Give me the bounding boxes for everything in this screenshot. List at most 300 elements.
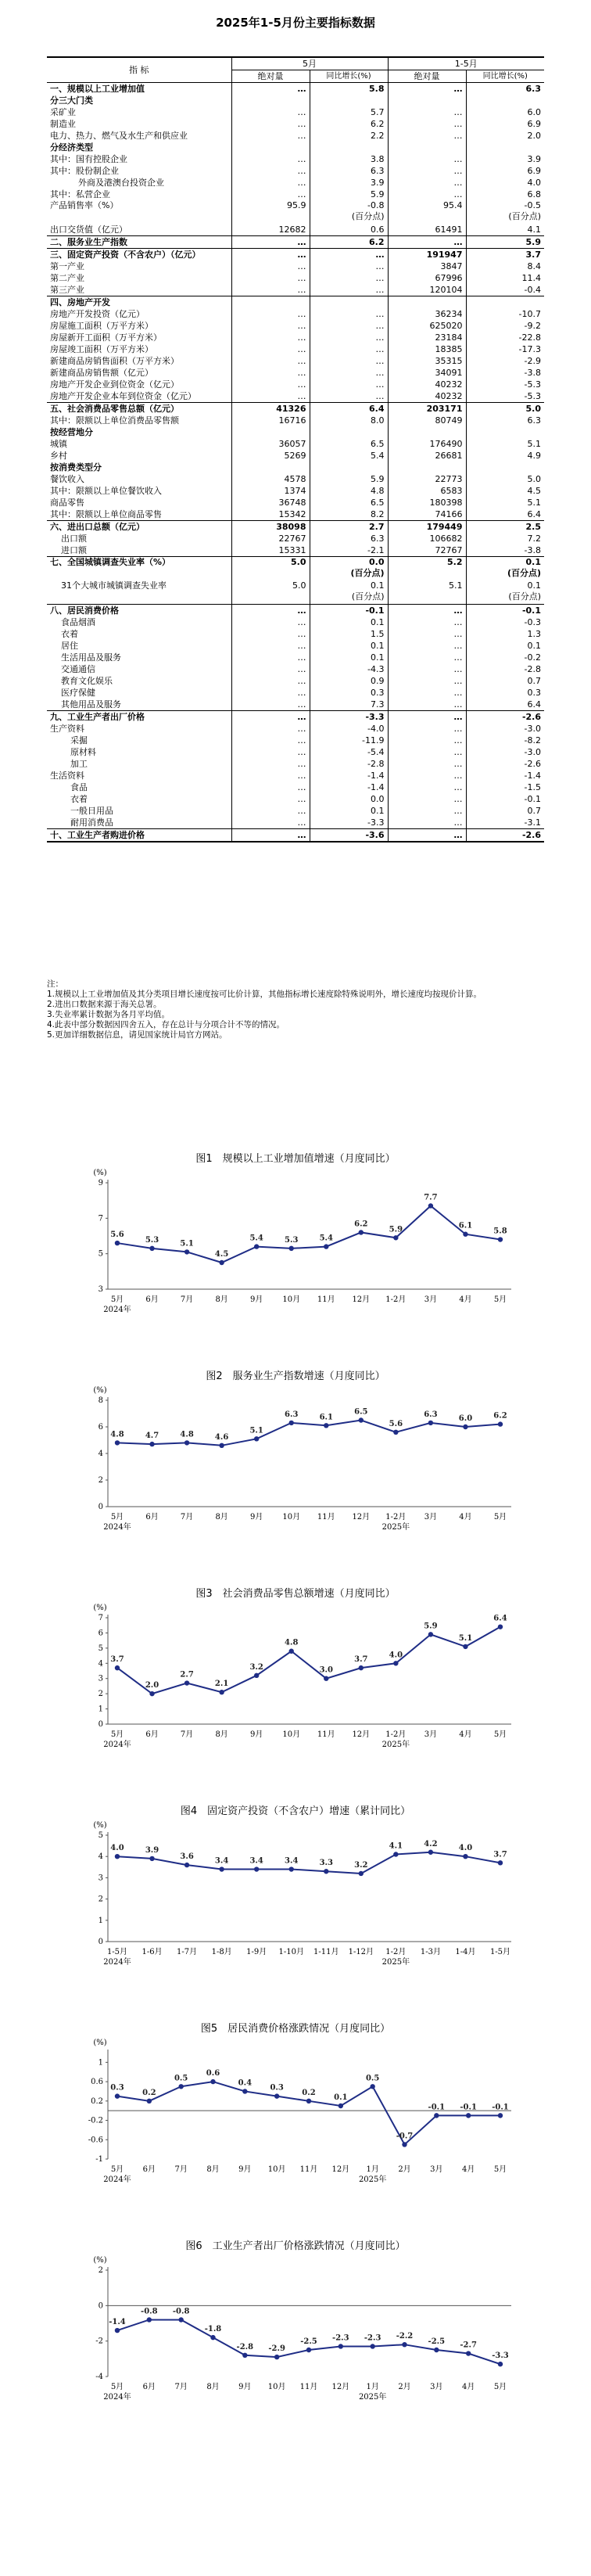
cell-abs-ytd: … [388,817,466,829]
year-label: 2024年 [103,1958,131,1967]
data-label: 5.3 [145,1235,159,1245]
cell-abs-may: … [231,770,310,781]
cell-abs-ytd: 18385 [388,343,466,355]
cell-yoy-may: 6.4 [310,403,388,415]
table-row [47,95,544,106]
data-label: -0.1 [428,2103,446,2112]
table-row [47,177,544,189]
x-tick-label: 4月 [459,1730,472,1739]
data-label: 5.1 [249,1426,263,1435]
chart-6 [0,2237,591,2433]
data-label: 5.8 [493,1227,507,1236]
unit-note: (百分点) [508,211,541,221]
x-tick-label: 6月 [145,1730,159,1739]
cell-abs-may: … [231,675,310,687]
x-tick-label: 6月 [142,2165,156,2174]
y-tick-label: 6 [98,1629,103,1638]
x-tick-label: 8月 [206,2383,220,2391]
cell-abs-ytd: 176490 [388,438,466,450]
y-tick-label: 0.2 [91,2096,103,2106]
axis-unit: (%) [93,2256,107,2265]
cell-abs-may: … [231,735,310,746]
year-label: 2025年 [358,2393,387,2402]
data-point [393,1852,398,1856]
x-tick-label: 6月 [142,2383,156,2391]
row-label: 进口额 [61,545,87,555]
row-label: 其中：限额以上单位餐饮收入 [50,486,162,496]
cell-abs-ytd: 5.1 [388,580,466,605]
cell-abs-ytd: … [388,118,466,130]
row-label: 房屋新开工面积（万平方米） [50,332,162,343]
data-point [289,1866,294,1871]
x-tick-label: 5月 [110,1295,124,1304]
cell-abs-may: 16716 [231,415,310,426]
data-point [274,2355,279,2359]
cell-yoy-may: 5.8 [310,83,388,95]
cell-yoy-ytd [466,95,544,106]
chart-svg [0,1802,591,1998]
data-point [359,1665,364,1670]
row-label: 五、社会消费品零售总额（亿元） [47,403,231,415]
y-tick-label: 0 [98,1938,103,1946]
data-label: 7.7 [424,1193,438,1202]
cell-abs-may: … [231,189,310,200]
cell-abs-ytd [388,296,466,309]
table-row [47,332,544,343]
cell-abs-may: … [231,829,310,842]
cell-yoy-ytd: -0.5 (百分点) [466,200,544,224]
cell-yoy-ytd: 11.4 [466,272,544,284]
data-label: 5.1 [180,1239,194,1248]
cell-abs-may: … [231,805,310,817]
x-tick-label: 10月 [282,1730,301,1739]
data-point [115,2093,120,2098]
year-label: 2025年 [381,1741,410,1749]
x-tick-label: 1-6月 [141,1948,163,1956]
x-tick-label: 1月 [366,2383,379,2391]
x-tick-label: 1-5月 [489,1948,511,1956]
series-line [117,1205,500,1263]
table-row [47,699,544,711]
cell-yoy-may: 0.1 (百分点) [310,580,388,605]
data-point [498,1624,503,1629]
x-tick-label: 1-8月 [211,1948,232,1956]
data-point [463,1854,467,1859]
data-point [463,1425,467,1429]
data-label: 2.1 [214,1680,229,1689]
row-label: 生活资料 [50,771,84,781]
chart-svg [0,2020,591,2215]
table-row [47,628,544,640]
cell-yoy-ytd: 5.0 [466,403,544,415]
x-tick-label: 10月 [282,1295,301,1304]
x-tick-label: 7月 [180,1513,194,1522]
data-label: 3.7 [110,1655,124,1665]
cell-abs-may: … [231,320,310,332]
row-label: 按经营地分 [50,427,93,437]
row-label: 房屋竣工面积（万平方米） [50,344,153,354]
cell-yoy-ytd: -3.1 [466,817,544,829]
chart-title: 图2 服务业生产指数增速（月度同比） [206,1371,385,1382]
data-label: 4.1 [389,1841,403,1851]
table-row [47,272,544,284]
row-label: 商品零售 [50,498,84,508]
x-tick-label: 11月 [317,1513,335,1522]
data-point [254,1436,259,1441]
data-label: 2.0 [145,1681,159,1690]
data-point [178,2084,183,2089]
cell-abs-ytd: … [388,130,466,142]
data-point [498,1237,503,1241]
data-point [184,1680,189,1685]
data-point [210,2335,215,2340]
cell-abs-ytd: … [388,781,466,793]
data-point [254,1866,259,1871]
data-point [242,2353,247,2358]
x-tick-label: 5月 [493,2383,507,2391]
x-tick-label: 12月 [331,2383,350,2391]
data-label: 4.7 [145,1432,159,1441]
cell-yoy-ytd: 5.0 [466,473,544,485]
cell-yoy-ytd: -2.6 [466,711,544,724]
cell-yoy-may: 6.5 [310,438,388,450]
cell-yoy-may: … [310,367,388,379]
year-label: 2024年 [103,1306,131,1314]
cell-abs-ytd [388,426,466,438]
data-point [115,1854,120,1859]
table-row [47,284,544,296]
x-tick-label: 8月 [215,1730,228,1739]
table-row [47,379,544,390]
y-tick-label: 0 [98,1503,103,1511]
cell-abs-may: … [231,83,310,95]
cell-yoy-may: 5.9 [310,473,388,485]
data-point [359,1871,364,1876]
cell-abs-may: … [231,367,310,379]
cell-abs-ytd: 61491 [388,224,466,236]
cell-abs-ytd: 35315 [388,355,466,367]
data-point [338,2344,343,2348]
unit-note: (百分点) [351,591,385,602]
cell-yoy-may: 5.9 [310,189,388,200]
cell-yoy-may: -1.4 [310,781,388,793]
cell-abs-may: … [231,640,310,652]
cell-yoy-may [310,296,388,309]
cell-abs-ytd: … [388,805,466,817]
cell-abs-may: … [231,332,310,343]
data-point [242,2089,247,2093]
row-label: 其中：限额以上单位商品零售 [50,509,162,519]
cell-abs-ytd: 34091 [388,367,466,379]
data-label: 3.7 [354,1655,368,1665]
x-tick-label: 9月 [249,1730,263,1739]
data-label: 3.4 [285,1856,299,1866]
table-row [47,781,544,793]
cell-abs-may [231,142,310,153]
row-label: 八、居民消费价格 [47,605,231,617]
cell-yoy-may: … [310,272,388,284]
table-row [47,106,544,118]
cell-yoy-may: 0.9 [310,675,388,687]
table-row [47,260,544,272]
data-point [359,1417,364,1422]
data-point [498,1421,503,1426]
cell-yoy-ytd: -0.3 [466,616,544,628]
data-point [324,1244,328,1248]
data-label: 0.3 [270,2083,284,2093]
data-point [184,1440,189,1445]
cell-yoy-ytd: 4.1 [466,224,544,236]
data-label: 3.2 [354,1860,368,1870]
cell-yoy-ytd: -0.2 [466,652,544,663]
table-row [47,296,544,309]
chart-title: 图5 居民消费价格涨跌情况（月度同比） [200,2023,391,2035]
data-label: 2.7 [180,1670,194,1680]
notes-heading: 注： [47,979,63,989]
cell-abs-ytd: 106682 [388,533,466,544]
y-tick-label: 8 [98,1396,103,1405]
data-label: 0.1 [334,2093,348,2102]
x-tick-label: 1-2月 [385,1295,407,1304]
table-row [47,652,544,663]
data-label: 3.3 [319,1859,333,1868]
data-point [434,2113,439,2118]
row-label: 原材料 [70,747,96,757]
data-point [428,1421,433,1425]
y-tick-label: -0.2 [88,2116,103,2125]
data-point [274,2093,279,2098]
x-tick-label: 8月 [206,2165,220,2174]
table-row [47,153,544,165]
data-point [393,1235,398,1240]
cell-abs-ytd [388,95,466,106]
table-row [47,485,544,497]
cell-yoy-may: -5.4 [310,746,388,758]
x-tick-label: 12月 [352,1730,371,1739]
table-row [47,521,544,534]
x-tick-label: 2月 [398,2165,411,2174]
cell-abs-ytd: 5.2 [388,557,466,581]
cell-abs-may [231,296,310,309]
header-abs-may: 绝对量 [231,70,310,83]
data-point [402,2342,407,2347]
x-tick-label: 7月 [180,1730,194,1739]
data-point [289,1649,294,1654]
data-point [434,2348,439,2352]
cell-abs-may: … [231,652,310,663]
cell-yoy-may: 6.2 [310,118,388,130]
row-label: 制造业 [50,119,76,129]
data-label: 4.8 [180,1430,194,1439]
cell-yoy-ytd: 6.9 [466,118,544,130]
cell-abs-may: … [231,616,310,628]
y-tick-label: 9 [98,1179,103,1187]
data-label: -2.9 [268,2344,285,2354]
cell-abs-ytd: … [388,758,466,770]
table-row [47,142,544,153]
chart-title: 图6 工业生产者出厂价格涨跌情况（月度同比） [185,2240,406,2252]
y-tick-label: 0.6 [91,2078,103,2087]
series-line [117,1421,500,1446]
unit-note: (百分点) [350,568,385,578]
cell-yoy-may: 0.1 [310,652,388,663]
data-point [370,2344,374,2348]
chart-svg [0,1585,591,1780]
cell-abs-ytd: … [388,616,466,628]
row-label: 食品烟酒 [61,617,95,627]
x-tick-label: 8月 [215,1295,228,1304]
cell-yoy-ytd: -3.0 [466,746,544,758]
note-line: 3.失业率累计数据为各月平均值。 [47,1010,170,1019]
chart-svg [0,1150,591,1345]
cell-yoy-ytd: -5.3 [466,379,544,390]
data-point [428,1632,433,1636]
row-label: 其中：国有控股企业 [50,154,127,164]
table-row [47,663,544,675]
chart-4 [0,1802,591,1998]
data-label: -0.7 [396,2132,414,2141]
data-point [254,1673,259,1678]
cell-abs-may: 5.0 [231,580,310,605]
cell-yoy-ytd: 1.3 [466,628,544,640]
row-label: 衣着 [70,794,88,804]
x-tick-label: 5月 [110,1730,124,1739]
table-row [47,497,544,508]
data-point [115,1241,120,1245]
x-tick-label: 1-3月 [420,1948,441,1956]
year-label: 2024年 [103,1741,131,1749]
cell-yoy-ytd: 5.1 [466,438,544,450]
data-label: -0.8 [172,2307,190,2316]
data-point [324,1423,328,1428]
row-label: 餐饮收入 [50,474,84,484]
row-label: 生产资料 [50,724,84,734]
cell-abs-ytd: … [388,640,466,652]
table-row [47,544,544,557]
cell-yoy-may: … [310,355,388,367]
cell-abs-ytd: … [388,165,466,177]
year-label: 2024年 [103,2393,131,2402]
cell-abs-may: … [231,723,310,735]
unit-note: (百分点) [351,211,385,221]
cell-yoy-may: -1.4 [310,770,388,781]
cell-yoy-may: 2.7 [310,521,388,534]
cell-abs-may: 15331 [231,544,310,557]
cell-abs-ytd: … [388,829,466,842]
table-row [47,723,544,735]
unit-note: (百分点) [508,591,541,602]
series-line [117,1852,500,1874]
row-label: 加工 [70,759,88,769]
cell-yoy-ytd: -3.8 [466,544,544,557]
cell-abs-may: 5269 [231,450,310,462]
data-label: 6.1 [458,1221,473,1231]
cell-yoy-ytd: -2.6 [466,758,544,770]
cell-yoy-ytd: 6.3 [466,415,544,426]
cell-abs-may: … [231,628,310,640]
data-point [219,1690,224,1694]
row-label: 第三产业 [50,285,84,295]
cell-abs-may: … [231,284,310,296]
y-tick-label: -4 [95,2373,103,2381]
cell-abs-ytd: 95.4 [388,200,466,224]
data-label: 0.5 [365,2074,380,2083]
data-point [428,1850,433,1855]
y-tick-label: 4 [98,1659,103,1669]
row-label: 乡村 [50,451,67,461]
cell-abs-ytd: … [388,735,466,746]
row-label: 其中：私营企业 [50,189,110,199]
cell-yoy-ytd: -2.8 [466,663,544,675]
cell-abs-ytd: … [388,106,466,118]
cell-abs-ytd: … [388,236,466,249]
data-label: 3.0 [319,1665,333,1675]
table-row [47,533,544,544]
data-label: -2.3 [364,2333,381,2343]
cell-abs-may: … [231,758,310,770]
x-tick-label: 7月 [174,2165,188,2174]
x-tick-label: 1-7月 [177,1948,198,1956]
cell-yoy-ytd: 4.0 [466,177,544,189]
row-label: 房地产开发企业本年到位资金（亿元） [50,391,196,401]
x-tick-label: 4月 [461,2165,475,2174]
cell-abs-may: … [231,605,310,617]
cell-abs-ytd: … [388,675,466,687]
x-tick-label: 5月 [110,2165,124,2174]
page-title: 2025年1-5月份主要指标数据 [216,16,375,30]
cell-yoy-ytd: -22.8 [466,332,544,343]
x-tick-label: 5月 [493,1295,507,1304]
cell-yoy-ytd: -3.8 [466,367,544,379]
table-row [47,770,544,781]
cell-abs-ytd [388,142,466,153]
row-label: 交通通信 [61,664,95,674]
cell-abs-may [231,426,310,438]
cell-abs-may [231,462,310,473]
chart-1 [0,1150,591,1345]
cell-abs-ytd: … [388,793,466,805]
cell-yoy-ytd: -0.4 [466,284,544,296]
header-yoy-may: 同比增长(%) [310,70,388,83]
cell-yoy-may: … [310,320,388,332]
table-row [47,415,544,426]
data-point [289,1246,294,1251]
cell-abs-ytd: 625020 [388,320,466,332]
row-label: 六、进出口总额（亿元） [47,521,231,534]
table-row [47,343,544,355]
cell-yoy-may: 7.3 [310,699,388,711]
data-label: 6.4 [493,1614,507,1623]
row-label: 医疗保健 [61,688,95,698]
cell-abs-ytd: 36234 [388,308,466,320]
cell-yoy-ytd: 0.1 [466,640,544,652]
row-label: 分经济类型 [50,142,93,153]
data-label: 5.1 [458,1633,473,1643]
cell-yoy-may: -11.9 [310,735,388,746]
cell-yoy-ytd: 3.7 [466,249,544,261]
x-tick-label: 1-12月 [348,1948,374,1956]
x-tick-label: 3月 [430,2383,443,2391]
cell-abs-ytd: 40232 [388,390,466,403]
data-label: -0.8 [141,2307,158,2316]
table-row [47,450,544,462]
table-row [47,426,544,438]
cell-yoy-may: 4.8 [310,485,388,497]
chart-svg [0,2237,591,2433]
row-label: 九、工业生产者出厂价格 [47,711,231,724]
row-label: 二、服务业生产指数 [47,236,231,249]
note-line: 5.更加详细数据信息，请见国家统计局官方网站。 [47,1030,227,1040]
